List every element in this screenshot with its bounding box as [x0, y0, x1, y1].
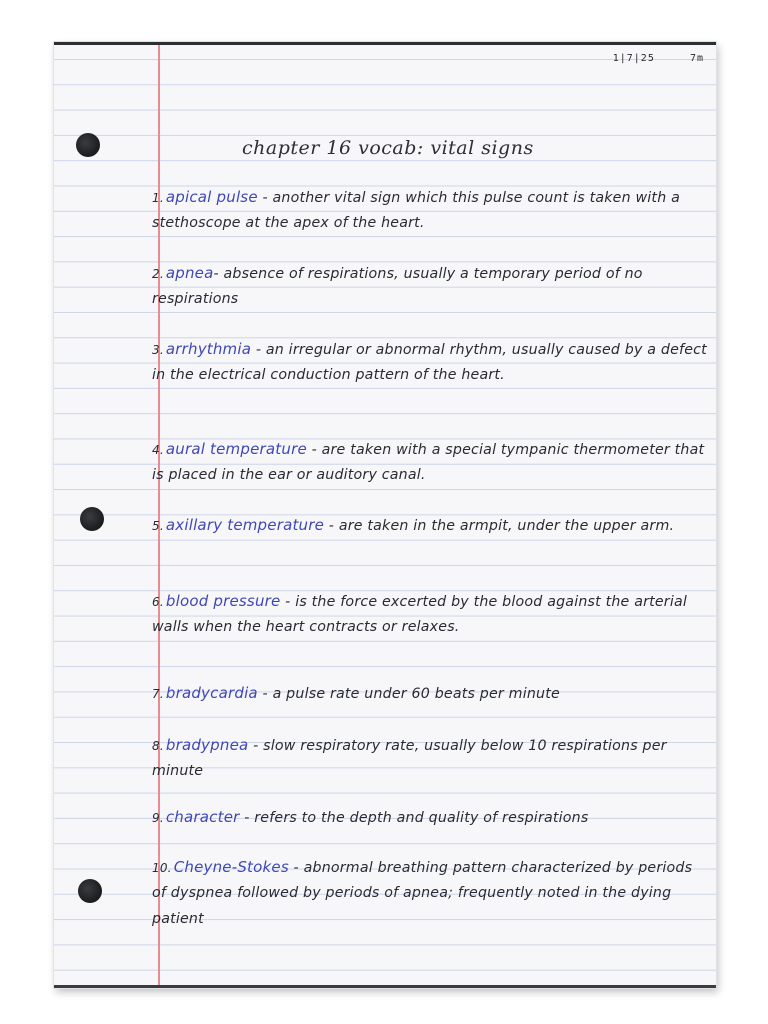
- entry-number: 8.: [152, 739, 164, 753]
- vocab-term: arrhythmia: [165, 340, 252, 358]
- vocab-definition: are taken in the armpit, under the upper arm.: [338, 518, 675, 534]
- vocab-definition: abnormal breathing pattern characterized by periods of dyspnea followed by periods of apnea; frequently noted in the dying patient: [152, 860, 693, 927]
- vocab-term: bradycardia: [165, 684, 258, 702]
- vocab-definition: are taken with a special tympanic thermometer that is placed in the ear or auditory canal.: [152, 442, 705, 484]
- entry-separator: -: [257, 686, 273, 702]
- entry-separator: -: [251, 342, 266, 358]
- vocab-entry: [152, 185, 708, 237]
- notebook-page: [54, 42, 716, 988]
- vocab-term: aural temperature: [165, 440, 307, 458]
- vocab-term: axillary temperature: [165, 516, 325, 534]
- entry-number: 7.: [152, 687, 164, 701]
- vocab-entry: [152, 261, 708, 313]
- entry-number: 9.: [152, 811, 164, 825]
- entry-separator: -: [213, 266, 224, 282]
- vocab-entry: [152, 855, 708, 932]
- vocab-definition: another vital sign which this pulse count is taken with a stethoscope at the apex of the heart.: [152, 190, 680, 232]
- vocab-term: Cheyne-Stokes: [173, 858, 289, 876]
- entry-number: 6.: [152, 595, 164, 609]
- vocab-term: character: [165, 808, 240, 826]
- page-title: chapter 16 vocab: vital signs: [242, 137, 534, 159]
- entry-separator: -: [288, 860, 304, 876]
- vocab-definition: absence of respirations, usually a temporary period of no respirations: [152, 266, 643, 308]
- entry-separator: -: [239, 810, 255, 826]
- entry-separator: -: [280, 594, 296, 610]
- binder-hole-icon: [78, 879, 102, 903]
- vocab-entry: [152, 805, 708, 831]
- vocab-entry: [152, 437, 708, 489]
- entry-number: 10.: [152, 861, 172, 875]
- vocab-definition: an irregular or abnormal rhythm, usually caused by a defect in the electrical conduction pattern of the heart.: [152, 342, 707, 384]
- entry-separator: -: [257, 190, 273, 206]
- vocab-definition: a pulse rate under 60 beats per minute: [272, 686, 560, 702]
- vocab-entry: [152, 589, 708, 641]
- entry-number: 4.: [152, 443, 164, 457]
- vocab-definition: refers to the depth and quality of respirations: [254, 810, 589, 826]
- binder-hole-icon: [80, 507, 104, 531]
- vocab-definition: is the force excerted by the blood against the arterial walls when the heart contracts or relaxes.: [152, 594, 688, 636]
- vocab-entry: [152, 733, 708, 785]
- date-label: 1|7|25: [612, 53, 655, 64]
- vocab-term: apnea: [165, 264, 214, 282]
- entry-number: 3.: [152, 343, 164, 357]
- vocab-term: blood pressure: [165, 592, 281, 610]
- vocab-entry: [152, 681, 708, 707]
- date-header: [613, 53, 704, 64]
- entry-number: 1.: [152, 191, 164, 205]
- entry-separator: -: [306, 442, 322, 458]
- period-label: 7m: [689, 53, 704, 64]
- vocab-definition: slow respiratory rate, usually below 10 respirations per minute: [152, 738, 667, 780]
- vocab-entry: [152, 337, 708, 389]
- vocab-entry: [152, 513, 708, 539]
- binder-hole-icon: [76, 133, 100, 157]
- vocab-term: bradypnea: [165, 736, 249, 754]
- entry-separator: -: [324, 518, 339, 534]
- entry-separator: -: [248, 738, 264, 754]
- entry-number: 2.: [152, 267, 164, 281]
- entry-number: 5.: [152, 519, 164, 533]
- vocab-term: apical pulse: [165, 188, 258, 206]
